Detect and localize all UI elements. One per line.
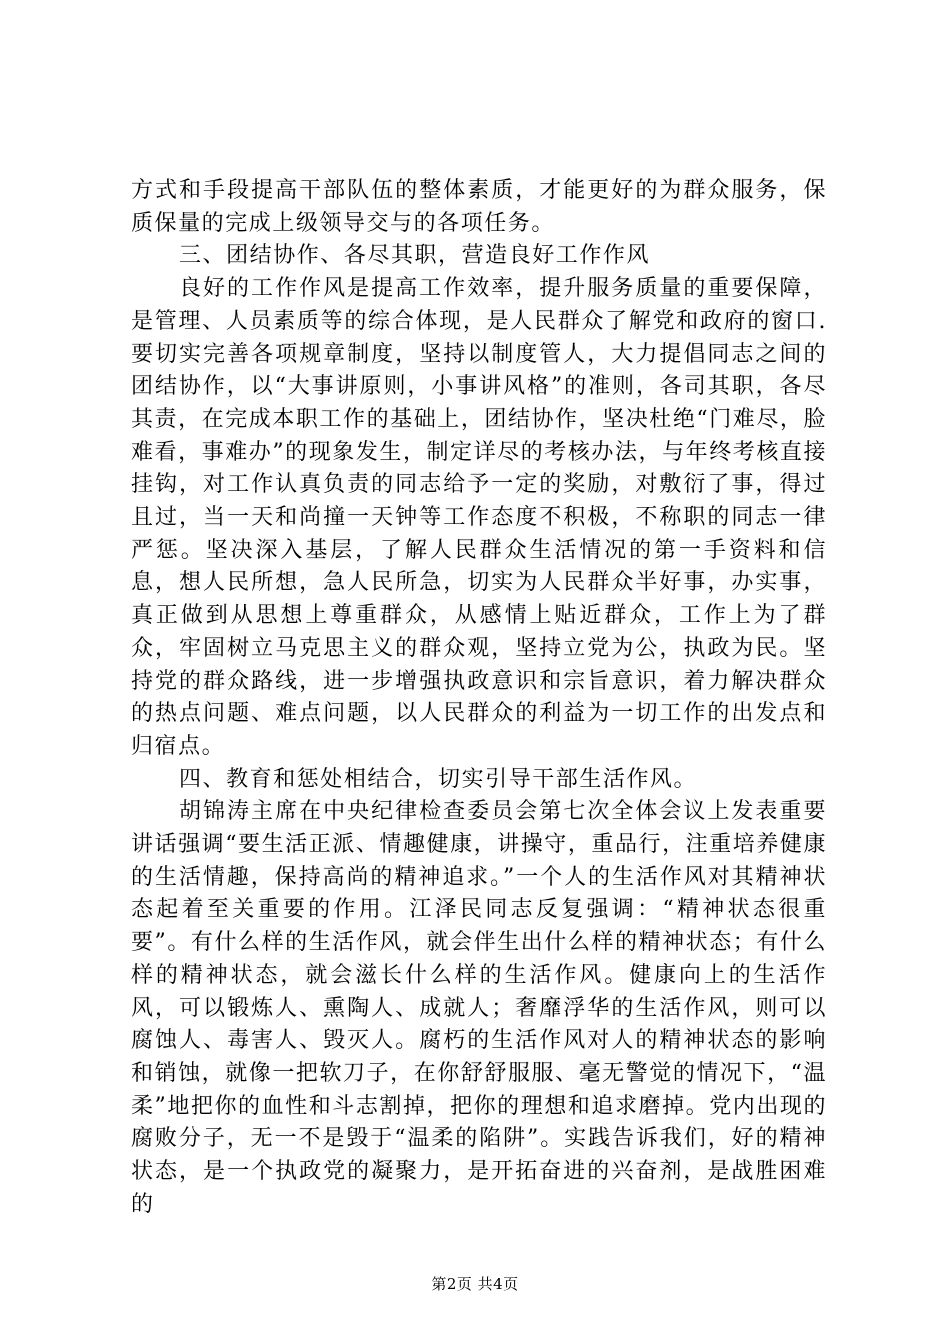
page-footer: 第2页 共4页 xyxy=(431,1275,519,1293)
section-heading-four: 四、教育和惩处相结合，切实引导干部生活作风。 xyxy=(179,766,698,792)
body-text xyxy=(131,175,827,1222)
paragraph-life-style: 胡锦涛主席在中央纪律检查委员会第七次全体会议上发表重要讲话强调“要生活正派、情趣健康，讲操守，重品行，注重培养健康的生活情趣，保持高尚的精神追求。”一个人的生活作风对其精神状态起着至关重要的作用。江泽民同志反复强调：“精神状态很重要”。有什么样的生活作风，就会伴生出什么样的精神状态；有什么样的精神状态，就会滋长什么样的生活作风。健康向上的生活作风，可以锻炼人、熏陶人、成就人；奢靡浮华的生活作风，则可以腐蚀人、毒害人、毁灭人。腐朽的生活作风对人的精神状态的影响和销蚀，就像一把软刀子，在你舒舒服服、毫无警觉的情况下，“温柔”地把你的血性和斗志割掉，把你的理想和追求磨掉。党内出现的腐败分子，无一不是毁于“温柔的陷阱”。实践告诉我们，好的精神状态，是一个执政党的凝聚力，是开拓奋进的兴奋剂，是战胜困难的 xyxy=(131,799,827,1217)
paragraph-work-style: 良好的工作作风是提高工作效率，提升服务质量的重要保障，是管理、人员素质等的综合体现，是人民群众了解党和政府的窗口.要切实完善各项规章制度，坚持以制度管人，大力提倡同志之间的团结协作，以“大事讲原则，小事讲风格”的准则，各司其职，各尽其责，在完成本职工作的基础上，团结协作，坚决杜绝“门难尽，脸难看，事难办”的现象发生，制定详尽的考核办法，与年终考核直接挂钩，对工作认真负责的同志给予一定的奖励，对敷衍了事，得过且过，当一天和尚撞一天钟等工作态度不积极，不称职的同志一律严惩。坚决深入基层，了解人民群众生活情况的第一手资料和信息，想人民所想，急人民所急，切实为人民群众半好事，办实事，真正做到从思想上尊重群众，从感情上贴近群众，工作上为了群众，牢固树立马克思主义的群众观，坚持立党为公，执政为民。坚持党的群众路线，进一步增强执政意识和宗旨意识，着力解决群众的热点问题、难点问题，以人民群众的利益为一切工作的出发点和归宿点。 xyxy=(131,276,827,759)
section-heading-three: 三、团结协作、各尽其职，营造良好工作作风 xyxy=(179,243,651,269)
paragraph-continuation: 方式和手段提高干部队伍的整体素质，才能更好的为群众服务，保质保量的完成上级领导交与的各项任务。 xyxy=(131,178,827,236)
